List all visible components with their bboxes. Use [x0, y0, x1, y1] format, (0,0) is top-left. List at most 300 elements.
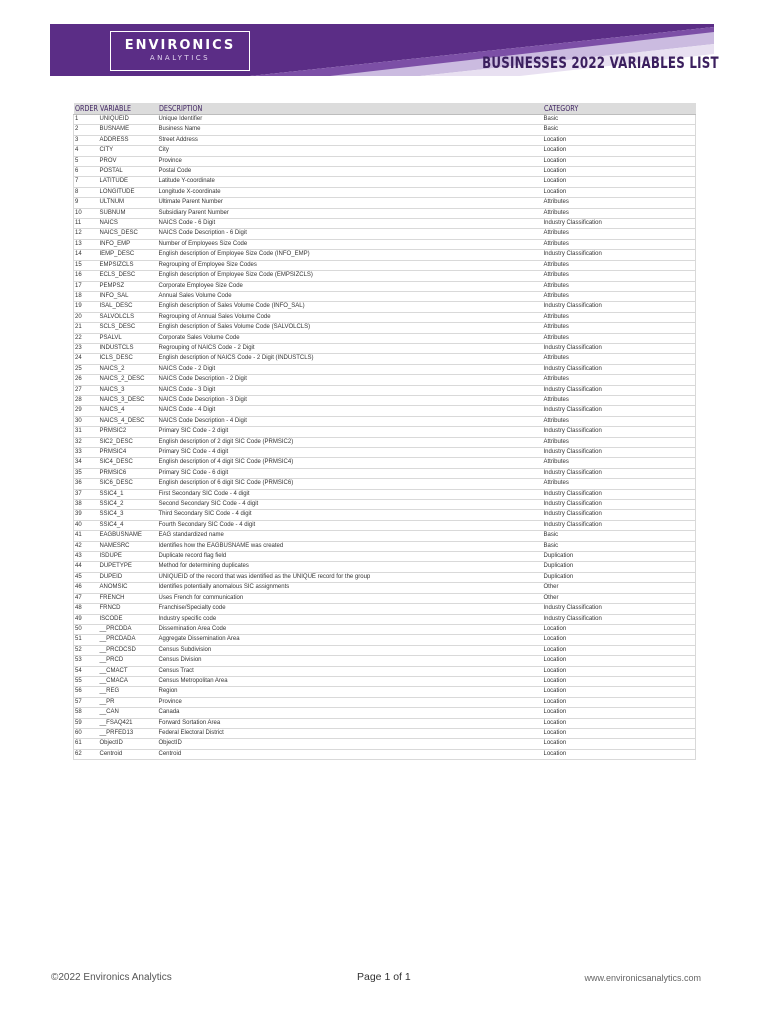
cell-variable: Centroid: [99, 749, 158, 759]
cell-variable: ISAL_DESC: [99, 302, 158, 312]
cell-order: 16: [74, 271, 99, 281]
table-row: [74, 437, 696, 447]
cell-description: Duplicate record flag field: [158, 552, 543, 562]
table-row: [74, 115, 696, 125]
cell-category: Industry Classification: [543, 489, 696, 499]
cell-order: 1: [74, 115, 99, 125]
header-order: ORDER: [74, 104, 98, 113]
cell-description: Unique Identifier: [158, 115, 543, 125]
logo-subtitle: ANALYTICS: [149, 54, 211, 62]
cell-description: Corporate Sales Volume Code: [158, 333, 543, 343]
cell-order: 56: [74, 687, 99, 697]
table-row: [74, 687, 696, 697]
cell-variable: LATITUDE: [99, 177, 158, 187]
cell-order: 41: [74, 531, 99, 541]
cell-variable: ADDRESS: [99, 135, 158, 145]
cell-description: Primary SIC Code - 6 digit: [158, 468, 543, 478]
cell-description: Industry specific code: [158, 614, 543, 624]
table-row: [74, 708, 696, 718]
cell-order: 39: [74, 510, 99, 520]
cell-description: Postal Code: [158, 167, 543, 177]
cell-variable: SIC4_DESC: [99, 458, 158, 468]
cell-description: EAG standardized name: [158, 531, 543, 541]
cell-order: 17: [74, 281, 99, 291]
cell-variable: __PRCDDA: [99, 624, 158, 634]
cell-variable: PSALVL: [99, 333, 158, 343]
cell-variable: ANOMSIC: [99, 583, 158, 593]
cell-category: Location: [543, 156, 696, 166]
table-row: [74, 645, 696, 655]
cell-order: 46: [74, 583, 99, 593]
cell-description: NAICS Code Description - 3 Digit: [158, 395, 543, 405]
table-row: [74, 510, 696, 520]
cell-description: Regrouping of Employee Size Codes: [158, 260, 543, 270]
cell-description: Centroid: [158, 749, 543, 759]
cell-description: First Secondary SIC Code - 4 digit: [158, 489, 543, 499]
cell-order: 14: [74, 250, 99, 260]
cell-description: Primary SIC Code - 2 digit: [158, 427, 543, 437]
cell-category: Location: [543, 135, 696, 145]
cell-category: Location: [543, 739, 696, 749]
table-row: [74, 562, 696, 572]
cell-order: 12: [74, 229, 99, 239]
cell-description: NAICS Code - 2 Digit: [158, 364, 543, 374]
cell-variable: INDUSTCLS: [99, 343, 158, 353]
table-row: [74, 604, 696, 614]
cell-category: Attributes: [543, 260, 696, 270]
cell-order: 38: [74, 500, 99, 510]
table-row: [74, 146, 696, 156]
cell-category: Location: [543, 656, 696, 666]
cell-description: Ultimate Parent Number: [158, 198, 543, 208]
cell-variable: PROV: [99, 156, 158, 166]
table-row: [74, 614, 696, 624]
cell-category: Attributes: [543, 416, 696, 426]
cell-description: English description of Sales Volume Code (SALVOLCLS): [158, 323, 543, 333]
cell-variable: NAICS_4: [99, 406, 158, 416]
table-row: [74, 156, 696, 166]
cell-description: English description of 2 digit SIC Code (PRMSIC2): [158, 437, 543, 447]
cell-order: 37: [74, 489, 99, 499]
table-row: [74, 239, 696, 249]
cell-category: Industry Classification: [543, 250, 696, 260]
cell-category: Basic: [543, 125, 696, 135]
cell-category: Industry Classification: [543, 604, 696, 614]
cell-description: Street Address: [158, 135, 543, 145]
cell-description: Aggregate Dissemination Area: [158, 635, 543, 645]
cell-variable: __CMACT: [99, 666, 158, 676]
cell-category: Location: [543, 635, 696, 645]
cell-category: Attributes: [543, 198, 696, 208]
cell-order: 40: [74, 520, 99, 530]
cell-order: 62: [74, 749, 99, 759]
cell-order: 45: [74, 572, 99, 582]
cell-category: Attributes: [543, 239, 696, 249]
cell-category: Location: [543, 718, 696, 728]
cell-description: ObjectID: [158, 739, 543, 749]
cell-description: Canada: [158, 708, 543, 718]
cell-order: 22: [74, 333, 99, 343]
table-row: [74, 364, 696, 374]
cell-description: Identifies how the EAGBUSNAME was created: [158, 541, 543, 551]
cell-description: Census Tract: [158, 666, 543, 676]
cell-category: Industry Classification: [543, 520, 696, 530]
table-row: [74, 219, 696, 229]
table-row: [74, 198, 696, 208]
cell-order: 33: [74, 448, 99, 458]
cell-description: Second Secondary SIC Code - 4 digit: [158, 500, 543, 510]
cell-order: 13: [74, 239, 99, 249]
table-row: [74, 385, 696, 395]
cell-category: Attributes: [543, 437, 696, 447]
cell-order: 29: [74, 406, 99, 416]
cell-category: Basic: [543, 531, 696, 541]
cell-order: 50: [74, 624, 99, 634]
table-row: [74, 676, 696, 686]
table-row: [74, 728, 696, 738]
variables-table: [73, 103, 696, 760]
cell-order: 60: [74, 728, 99, 738]
cell-variable: SSIC4_1: [99, 489, 158, 499]
cell-variable: NAICS_DESC: [99, 229, 158, 239]
table-row: [74, 416, 696, 426]
table-row: [74, 271, 696, 281]
cell-category: Location: [543, 697, 696, 707]
environics-logo: [110, 31, 250, 71]
cell-category: Location: [543, 687, 696, 697]
cell-order: 57: [74, 697, 99, 707]
cell-category: Attributes: [543, 312, 696, 322]
table-row: [74, 489, 696, 499]
cell-category: Industry Classification: [543, 468, 696, 478]
cell-variable: SSIC4_4: [99, 520, 158, 530]
cell-description: Latitude Y-coordinate: [158, 177, 543, 187]
cell-variable: CITY: [99, 146, 158, 156]
cell-variable: NAICS_4_DESC: [99, 416, 158, 426]
cell-category: Industry Classification: [543, 614, 696, 624]
cell-description: Subsidiary Parent Number: [158, 208, 543, 218]
table-row: [74, 343, 696, 353]
cell-order: 55: [74, 676, 99, 686]
table-row: [74, 187, 696, 197]
cell-order: 6: [74, 167, 99, 177]
table-row: [74, 167, 696, 177]
table-row: [74, 552, 696, 562]
cell-variable: NAICS: [99, 219, 158, 229]
cell-category: Location: [543, 749, 696, 759]
logo-wordmark: ENVIRONICS: [124, 38, 236, 53]
table-row: [74, 281, 696, 291]
cell-category: Attributes: [543, 395, 696, 405]
footer-page-number: Page 1 of 1: [357, 971, 411, 983]
cell-category: Attributes: [543, 323, 696, 333]
cell-order: 25: [74, 364, 99, 374]
cell-order: 4: [74, 146, 99, 156]
cell-description: Census Subdivision: [158, 645, 543, 655]
cell-description: NAICS Code Description - 2 Digit: [158, 375, 543, 385]
cell-category: Attributes: [543, 281, 696, 291]
cell-variable: __REG: [99, 687, 158, 697]
cell-order: 19: [74, 302, 99, 312]
table-header-row: [74, 103, 696, 115]
cell-description: NAICS Code - 4 Digit: [158, 406, 543, 416]
cell-category: Attributes: [543, 354, 696, 364]
cell-description: Uses French for communication: [158, 593, 543, 603]
cell-order: 5: [74, 156, 99, 166]
cell-category: Industry Classification: [543, 510, 696, 520]
table-row: [74, 635, 696, 645]
table-row: [74, 260, 696, 270]
table-row: [74, 406, 696, 416]
cell-description: City: [158, 146, 543, 156]
cell-order: 8: [74, 187, 99, 197]
cell-description: Census Metropolitan Area: [158, 676, 543, 686]
table-row: [74, 624, 696, 634]
cell-order: 9: [74, 198, 99, 208]
cell-order: 31: [74, 427, 99, 437]
cell-variable: IEMP_DESC: [99, 250, 158, 260]
cell-variable: EAGBUSNAME: [99, 531, 158, 541]
cell-variable: SALVOLCLS: [99, 312, 158, 322]
cell-variable: __PRFED13: [99, 728, 158, 738]
table-row: [74, 749, 696, 759]
cell-description: Number of Employees Size Code: [158, 239, 543, 249]
cell-description: Identifies potentially anomalous SIC assignments: [158, 583, 543, 593]
table-row: [74, 395, 696, 405]
cell-category: Attributes: [543, 375, 696, 385]
cell-order: 21: [74, 323, 99, 333]
cell-description: Census Division: [158, 656, 543, 666]
cell-order: 48: [74, 604, 99, 614]
table-row: [74, 541, 696, 551]
header-category: CATEGORY: [543, 103, 696, 115]
cell-description: Region: [158, 687, 543, 697]
table-row: [74, 583, 696, 593]
cell-description: English description of Sales Volume Code (INFO_SAL): [158, 302, 543, 312]
cell-order: 30: [74, 416, 99, 426]
cell-order: 20: [74, 312, 99, 322]
cell-variable: SCLS_DESC: [99, 323, 158, 333]
cell-variable: __PRCDCSD: [99, 645, 158, 655]
cell-order: 18: [74, 291, 99, 301]
cell-order: 59: [74, 718, 99, 728]
table-row: [74, 427, 696, 437]
cell-category: Location: [543, 708, 696, 718]
cell-variable: ObjectID: [99, 739, 158, 749]
cell-category: Duplication: [543, 572, 696, 582]
cell-order: 51: [74, 635, 99, 645]
table-row: [74, 572, 696, 582]
cell-variable: INFO_EMP: [99, 239, 158, 249]
cell-order: 23: [74, 343, 99, 353]
cell-variable: NAICS_2: [99, 364, 158, 374]
cell-category: Duplication: [543, 552, 696, 562]
table-row: [74, 333, 696, 343]
cell-category: Location: [543, 146, 696, 156]
cell-category: Industry Classification: [543, 427, 696, 437]
cell-variable: NAICS_2_DESC: [99, 375, 158, 385]
cell-description: Regrouping of Annual Sales Volume Code: [158, 312, 543, 322]
cell-variable: SSIC4_3: [99, 510, 158, 520]
cell-description: Method for determining duplicates: [158, 562, 543, 572]
cell-order: 7: [74, 177, 99, 187]
cell-category: Industry Classification: [543, 500, 696, 510]
cell-description: Dissemination Area Code: [158, 624, 543, 634]
table-row: [74, 250, 696, 260]
cell-variable: FRENCH: [99, 593, 158, 603]
cell-description: English description of Employee Size Code (EMPSIZCLS): [158, 271, 543, 281]
cell-category: Other: [543, 583, 696, 593]
cell-order: 11: [74, 219, 99, 229]
cell-variable: SSIC4_2: [99, 500, 158, 510]
cell-category: Location: [543, 187, 696, 197]
cell-order: 61: [74, 739, 99, 749]
cell-order: 47: [74, 593, 99, 603]
cell-category: Location: [543, 666, 696, 676]
cell-category: Industry Classification: [543, 406, 696, 416]
cell-variable: POSTAL: [99, 167, 158, 177]
cell-variable: NAICS_3: [99, 385, 158, 395]
cell-category: Attributes: [543, 458, 696, 468]
cell-category: Attributes: [543, 333, 696, 343]
cell-variable: __FSAQ421: [99, 718, 158, 728]
cell-variable: ISCODE: [99, 614, 158, 624]
cell-description: Third Secondary SIC Code - 4 digit: [158, 510, 543, 520]
cell-description: NAICS Code Description - 4 Digit: [158, 416, 543, 426]
cell-variable: SIC2_DESC: [99, 437, 158, 447]
cell-category: Industry Classification: [543, 219, 696, 229]
document-title: BUSINESSES 2022 VARIABLES LIST: [482, 53, 719, 72]
cell-category: Basic: [543, 541, 696, 551]
cell-variable: DUPETYPE: [99, 562, 158, 572]
cell-order: 28: [74, 395, 99, 405]
table-row: [74, 479, 696, 489]
cell-order: 53: [74, 656, 99, 666]
cell-description: Province: [158, 697, 543, 707]
cell-order: 35: [74, 468, 99, 478]
cell-category: Other: [543, 593, 696, 603]
cell-category: Location: [543, 167, 696, 177]
cell-variable: PRMSIC2: [99, 427, 158, 437]
cell-description: English description of 4 digit SIC Code (PRMSIC4): [158, 458, 543, 468]
cell-description: Regrouping of NAICS Code - 2 Digit: [158, 343, 543, 353]
cell-description: Business Name: [158, 125, 543, 135]
cell-order: 52: [74, 645, 99, 655]
cell-variable: INFO_SAL: [99, 291, 158, 301]
table-row: [74, 354, 696, 364]
table-row: [74, 229, 696, 239]
table-row: [74, 520, 696, 530]
cell-order: 27: [74, 385, 99, 395]
table-row: [74, 312, 696, 322]
cell-category: Duplication: [543, 562, 696, 572]
cell-category: Location: [543, 676, 696, 686]
cell-category: Industry Classification: [543, 343, 696, 353]
cell-order: 3: [74, 135, 99, 145]
cell-variable: __PR: [99, 697, 158, 707]
table-row: [74, 531, 696, 541]
cell-variable: NAMESRC: [99, 541, 158, 551]
cell-description: Forward Sortation Area: [158, 718, 543, 728]
cell-variable: ECLS_DESC: [99, 271, 158, 281]
cell-category: Location: [543, 645, 696, 655]
cell-variable: SUBNUM: [99, 208, 158, 218]
cell-variable: UNIQUEID: [99, 115, 158, 125]
cell-variable: ICLS_DESC: [99, 354, 158, 364]
cell-order: 26: [74, 375, 99, 385]
cell-category: Location: [543, 624, 696, 634]
cell-description: Annual Sales Volume Code: [158, 291, 543, 301]
table-row: [74, 291, 696, 301]
cell-description: English description of 6 digit SIC Code (PRMSIC6): [158, 479, 543, 489]
cell-description: English description of Employee Size Code (INFO_EMP): [158, 250, 543, 260]
cell-category: Basic: [543, 115, 696, 125]
table-row: [74, 500, 696, 510]
footer-website-link[interactable]: www.environicsanalytics.com: [584, 973, 701, 983]
cell-description: Province: [158, 156, 543, 166]
header-description: DESCRIPTION: [158, 103, 543, 115]
footer-copyright: ©2022 Environics Analytics: [51, 972, 172, 983]
cell-variable: PEMPSZ: [99, 281, 158, 291]
table-row: [74, 458, 696, 468]
cell-category: Attributes: [543, 291, 696, 301]
cell-description: NAICS Code - 3 Digit: [158, 385, 543, 395]
table-row: [74, 302, 696, 312]
cell-order: 43: [74, 552, 99, 562]
cell-variable: DUPEID: [99, 572, 158, 582]
cell-description: NAICS Code - 6 Digit: [158, 219, 543, 229]
cell-variable: __CMACA: [99, 676, 158, 686]
table-row: [74, 697, 696, 707]
table-row: [74, 135, 696, 145]
cell-category: Attributes: [543, 208, 696, 218]
cell-order: 32: [74, 437, 99, 447]
cell-description: Primary SIC Code - 4 digit: [158, 448, 543, 458]
table-row: [74, 468, 696, 478]
cell-category: Industry Classification: [543, 385, 696, 395]
cell-variable: ULTNUM: [99, 198, 158, 208]
cell-description: Corporate Employee Size Code: [158, 281, 543, 291]
cell-category: Industry Classification: [543, 302, 696, 312]
cell-description: Fourth Secondary SIC Code - 4 digit: [158, 520, 543, 530]
cell-variable: BUSNAME: [99, 125, 158, 135]
table-row: [74, 125, 696, 135]
cell-variable: NAICS_3_DESC: [99, 395, 158, 405]
cell-category: Industry Classification: [543, 448, 696, 458]
cell-order: 34: [74, 458, 99, 468]
table-row: [74, 208, 696, 218]
cell-variable: __PRCDADA: [99, 635, 158, 645]
cell-description: Longitude X-coordinate: [158, 187, 543, 197]
cell-order: 10: [74, 208, 99, 218]
cell-order: 54: [74, 666, 99, 676]
table-row: [74, 375, 696, 385]
cell-order: 2: [74, 125, 99, 135]
cell-variable: FRNCD: [99, 604, 158, 614]
cell-order: 42: [74, 541, 99, 551]
table-row: [74, 666, 696, 676]
cell-category: Attributes: [543, 229, 696, 239]
cell-variable: SIC6_DESC: [99, 479, 158, 489]
cell-variable: ISDUPE: [99, 552, 158, 562]
table-row: [74, 593, 696, 603]
cell-order: 36: [74, 479, 99, 489]
table-row: [74, 656, 696, 666]
cell-description: NAICS Code Description - 6 Digit: [158, 229, 543, 239]
cell-order: 15: [74, 260, 99, 270]
cell-variable: LONGITUDE: [99, 187, 158, 197]
table-row: [74, 177, 696, 187]
